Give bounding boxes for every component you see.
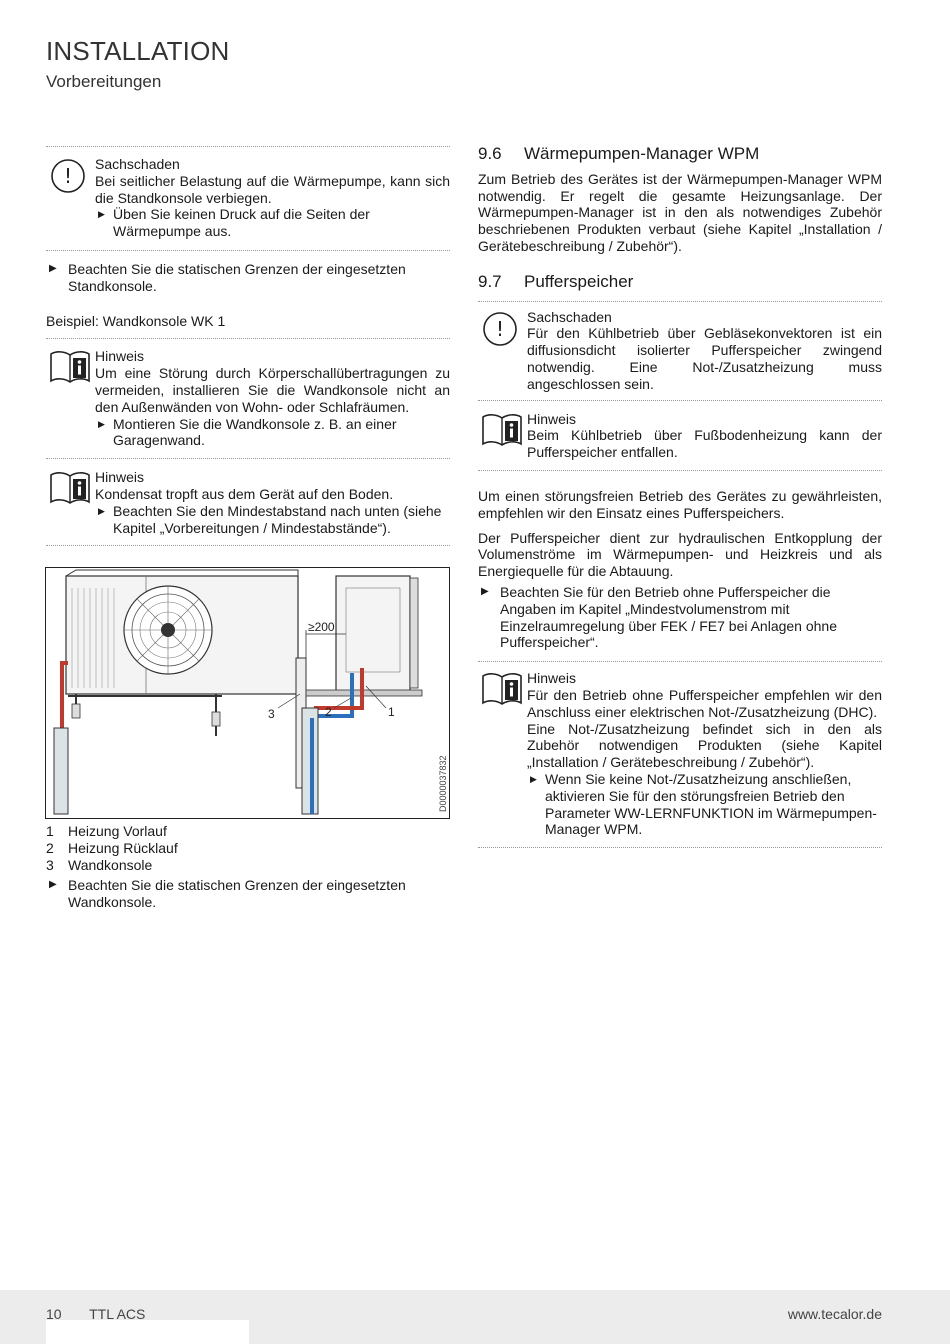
hint-note-noise: [46, 348, 450, 449]
note-title: Hinweis: [527, 410, 577, 427]
note-title: Hinweis: [527, 670, 577, 687]
divider: [478, 301, 882, 302]
instruction-bullet: ▶ Beachten Sie für den Betrieb ohne Pufferspeicher die Angaben im Kapitel „Mindestvolumenstrom mit Einzelraumregelung über FEK / FE7 bei Anlagen ohne Pufferspeicher“.: [478, 584, 882, 651]
warning-exclamation-icon: [482, 311, 518, 347]
divider: [46, 458, 450, 459]
page-subsection-title: Vorbereitungen: [46, 72, 162, 91]
note-text: Beim Kühlbetrieb über Fußbodenheizung kann der Pufferspeicher entfallen.: [527, 427, 882, 461]
section-text: Zum Betrieb des Gerätes ist der Wärmepumpen-Manager WPM notwendig. Er regelt die gesamte Heizungsanlage. Der Wärmepumpen-Manager ist in den als notwendiges Zubehör beschriebenen Produkten verbaut (siehe Kapitel „Installation / Gerätebeschreibung / Zubehör“).: [478, 170, 882, 254]
info-book-icon: [50, 471, 90, 505]
right-column: [478, 146, 882, 848]
section-heading-9-7: [478, 271, 882, 291]
legend-text: Heizung Vorlauf: [68, 823, 167, 839]
divider: [46, 146, 450, 147]
hint-note-floor-cooling: [478, 411, 882, 461]
legend-item: [46, 840, 450, 857]
note-instruction: ▶ Wenn Sie keine Not-/Zusatzheizung anschließen, aktivieren Sie für den störungsfreien Betrieb den Parameter WW-LERNFUNKTION im Wärmepumpen-Manager WPM.: [527, 771, 882, 838]
legend-number: 3: [46, 856, 54, 873]
product-name: TTL ACS: [89, 1306, 146, 1322]
callout-2: 2: [325, 705, 332, 719]
legend-item: [46, 823, 450, 840]
info-book-icon: [482, 413, 522, 447]
callout-3: 3: [268, 707, 275, 721]
divider: [46, 250, 450, 251]
divider: [478, 661, 882, 662]
hint-note-condensate: [46, 469, 450, 536]
note-text: Für den Kühlbetrieb über Gebläsekonvektoren ist ein diffusionsdicht isolierter Pufferspeicher zwingend notwendig. Eine Not-/Zusatzheizung muss angeschlossen sein.: [527, 325, 882, 392]
section-title: Pufferspeicher: [524, 271, 634, 291]
note-instruction: ▶ Montieren Sie die Wandkonsole z. B. an einer Garagenwand.: [95, 416, 450, 450]
legend-number: 1: [46, 823, 54, 839]
legend-item: [46, 857, 450, 874]
note-title: Sachschaden: [527, 308, 612, 325]
wall-bracket-figure: [45, 567, 450, 819]
divider: [46, 338, 450, 339]
callout-1: 1: [388, 705, 395, 719]
legend-number: 2: [46, 839, 54, 856]
footer-left: [46, 1306, 145, 1322]
note-instruction: ▶ Beachten Sie den Mindestabstand nach unten (siehe Kapitel „Vorbereitungen / Mindestabstände“).: [95, 503, 450, 537]
section-title: Wärmepumpen-Manager WPM: [524, 144, 760, 163]
note-text: Kondensat tropft aus dem Gerät auf den Boden.: [95, 485, 394, 502]
figure-code: D0000037832: [438, 755, 448, 812]
paragraph: Der Pufferspeicher dient zur hydraulischen Entkopplung der Volumenströme im Wärmepumpen- und Heizkreis und als Energiequelle für die Abtauung.: [478, 529, 882, 580]
heat-pump-wall-mount-illustration: [46, 568, 449, 818]
divider: [478, 470, 882, 471]
left-column: [46, 146, 450, 546]
legend-text: Wandkonsole: [68, 856, 153, 873]
note-text: Bei seitlicher Belastung auf die Wärmepumpe, kann sich die Standkonsole verbiegen.: [95, 172, 450, 206]
instruction-bullet: ▶ Beachten Sie die statischen Grenzen der eingesetzten Wandkonsole.: [46, 877, 450, 911]
note-text: Für den Betrieb ohne Pufferspeicher empfehlen wir den Anschluss einer elektrischen Not-/Zusatzheizung (DHC).: [527, 686, 882, 720]
note-text: Um eine Störung durch Körperschallübertragungen zu vermeiden, installieren Sie die Wandkonsole nicht an den Außenwänden von Wohn- oder Schlafräumen.: [95, 365, 450, 415]
note-title: Hinweis: [95, 348, 145, 365]
svg-text:!: !: [63, 164, 73, 188]
page-section-title: INSTALLATION: [46, 36, 230, 66]
info-book-icon: [482, 672, 522, 706]
page-number: 10: [46, 1306, 62, 1322]
dimension-label: ≥200: [308, 620, 335, 634]
example-heading: Beispiel: Wandkonsole WK 1: [46, 312, 226, 329]
svg-text:!: !: [495, 316, 505, 341]
paragraph: Um einen störungsfreien Betrieb des Gerätes zu gewährleisten, empfehlen wir den Einsatz eines Pufferspeichers.: [478, 487, 882, 521]
warning-note-buffer: [478, 309, 882, 393]
hint-note-no-buffer: [478, 670, 882, 838]
warning-exclamation-icon: [50, 158, 86, 194]
divider: [46, 545, 450, 546]
warning-note-property-damage: [46, 156, 450, 240]
section-number: 9.7: [478, 271, 502, 291]
footer-strip: [46, 1320, 249, 1344]
note-text: Eine Not-/Zusatzheizung befindet sich in den als Zubehör notwendigen Produkten (siehe Kapitel „Installation / Gerätebeschreibung / Zubehör“).: [527, 720, 882, 771]
divider: [478, 400, 882, 401]
divider: [478, 847, 882, 848]
section-number: 9.6: [478, 144, 502, 163]
note-title: Hinweis: [95, 469, 145, 486]
instruction-bullet: ▶ Beachten Sie die statischen Grenzen der eingesetzten Standkonsole.: [46, 261, 450, 295]
info-book-icon: [50, 350, 90, 384]
section-heading-9-6: [478, 146, 882, 163]
footer-url: www.tecalor.de: [787, 1306, 882, 1322]
note-instruction: ▶ Üben Sie keinen Druck auf die Seiten der Wärmepumpe aus.: [95, 206, 450, 240]
legend-text: Heizung Rücklauf: [68, 839, 178, 856]
figure-legend: [46, 823, 450, 911]
note-title: Sachschaden: [95, 156, 180, 172]
